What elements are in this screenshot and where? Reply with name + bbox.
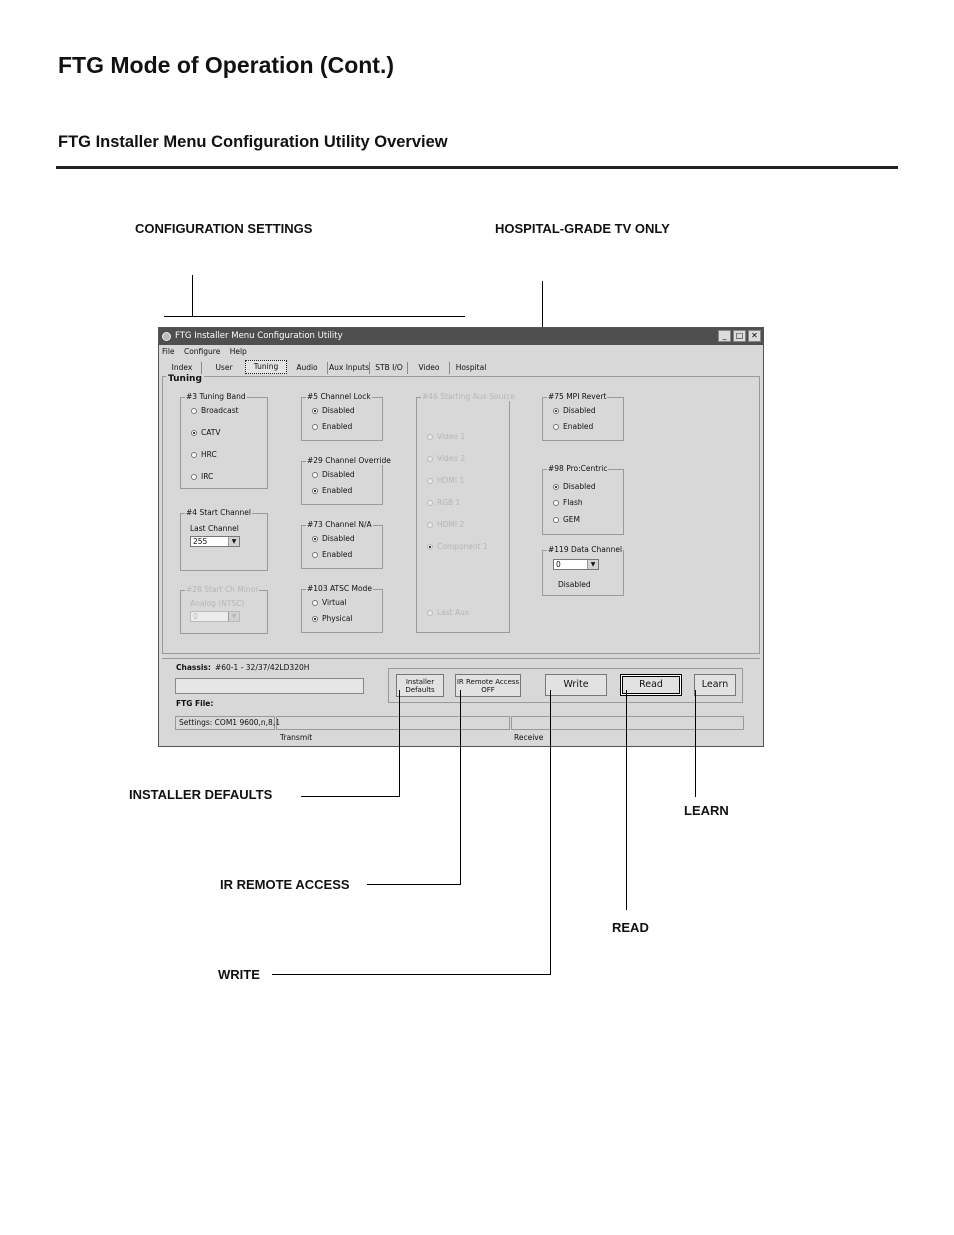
leader-line bbox=[272, 974, 551, 975]
radio-channel-na-enabled[interactable]: Enabled bbox=[312, 550, 352, 559]
radio-icon bbox=[191, 452, 197, 458]
radio-icon bbox=[553, 500, 559, 506]
learn-button[interactable]: Learn bbox=[694, 674, 736, 696]
radio-icon bbox=[553, 424, 559, 430]
data-channel-select[interactable]: 0 ▼ bbox=[553, 559, 599, 570]
radio-channel-na-disabled[interactable]: Disabled bbox=[312, 534, 355, 543]
chevron-down-icon: ▼ bbox=[587, 560, 598, 569]
menu-help[interactable]: Help bbox=[229, 347, 247, 356]
group-title: #119 Data Channel bbox=[548, 545, 623, 554]
tab-video[interactable]: Video bbox=[409, 362, 450, 374]
title-bar[interactable] bbox=[159, 328, 763, 345]
group-start-channel bbox=[180, 508, 268, 571]
data-channel-status: Disabled bbox=[558, 580, 591, 589]
read-button[interactable]: Read bbox=[620, 674, 682, 696]
tab-hospital[interactable]: Hospital bbox=[455, 363, 487, 372]
callout-ir-remote-access: IR REMOTE ACCESS bbox=[220, 877, 350, 892]
group-start-ch-minor bbox=[180, 585, 268, 634]
radio-aux-last-aux[interactable]: Last Aux bbox=[427, 608, 469, 617]
radio-atsc-physical[interactable]: Physical bbox=[312, 614, 353, 623]
leader-line bbox=[164, 316, 465, 317]
group-data-channel bbox=[542, 545, 624, 596]
group-title: #73 Channel N/A bbox=[307, 520, 372, 529]
group-channel-override bbox=[301, 456, 391, 505]
leader-line bbox=[626, 690, 627, 910]
radio-channel-lock-disabled[interactable]: Disabled bbox=[312, 406, 355, 415]
leader-line bbox=[301, 796, 400, 797]
radio-pro-centric-disabled[interactable]: Disabled bbox=[553, 482, 596, 491]
radio-irc[interactable]: IRC bbox=[191, 472, 213, 481]
radio-icon bbox=[427, 500, 433, 506]
tab-audio[interactable]: Audio bbox=[287, 362, 328, 374]
radio-icon bbox=[427, 456, 433, 462]
analog-ntsc-select[interactable]: 0 ▼ bbox=[190, 611, 240, 622]
tab-tuning[interactable]: Tuning bbox=[245, 360, 287, 374]
group-title: #46 Starting Aux Source bbox=[422, 392, 515, 401]
write-button[interactable]: Write bbox=[545, 674, 607, 696]
group-title: #3 Tuning Band bbox=[186, 392, 246, 401]
radio-icon bbox=[312, 488, 318, 494]
receive-label: Receive bbox=[514, 733, 544, 742]
radio-icon bbox=[553, 484, 559, 490]
radio-override-enabled[interactable]: Enabled bbox=[312, 486, 352, 495]
leader-line bbox=[460, 690, 461, 884]
status-settings: Settings: COM1 9600,n,8,1 bbox=[175, 716, 275, 730]
group-title: #5 Channel Lock bbox=[307, 392, 371, 401]
group-pro-centric bbox=[542, 464, 624, 535]
radio-channel-lock-enabled[interactable]: Enabled bbox=[312, 422, 352, 431]
section-rule bbox=[56, 166, 898, 169]
radio-aux-hdmi1[interactable]: HDMI 1 bbox=[427, 476, 464, 485]
radio-aux-video2[interactable]: Video 2 bbox=[427, 454, 465, 463]
radio-icon bbox=[312, 536, 318, 542]
group-mpi-revert bbox=[542, 392, 624, 441]
leader-line bbox=[695, 690, 696, 797]
menu-configure[interactable]: Configure bbox=[183, 347, 221, 356]
status-receive-field bbox=[511, 716, 744, 730]
group-starting-aux-source bbox=[416, 392, 515, 633]
radio-pro-centric-flash[interactable]: Flash bbox=[553, 498, 583, 507]
radio-aux-component1[interactable]: Component 1 bbox=[427, 542, 488, 551]
radio-icon bbox=[312, 616, 318, 622]
callout-learn: LEARN bbox=[684, 803, 729, 818]
group-channel-na bbox=[301, 520, 383, 569]
group-title: #4 Start Channel bbox=[186, 508, 251, 517]
radio-icon bbox=[427, 610, 433, 616]
tab-aux-inputs[interactable]: Aux Inputs bbox=[329, 363, 370, 372]
callout-read: READ bbox=[612, 920, 649, 935]
radio-broadcast[interactable]: Broadcast bbox=[191, 406, 239, 415]
radio-icon bbox=[427, 544, 433, 550]
callout-configuration-settings: CONFIGURATION SETTINGS bbox=[135, 221, 313, 236]
radio-icon bbox=[553, 517, 559, 523]
radio-icon bbox=[191, 408, 197, 414]
radio-aux-video1[interactable]: Video 1 bbox=[427, 432, 465, 441]
leader-line bbox=[550, 690, 551, 975]
radio-icon bbox=[312, 408, 318, 414]
group-tuning-band bbox=[180, 392, 268, 489]
page-title: FTG Mode of Operation (Cont.) bbox=[58, 52, 395, 78]
analog-ntsc-label: Analog (NTSC) bbox=[190, 599, 245, 608]
last-channel-label: Last Channel bbox=[190, 524, 239, 533]
tab-index[interactable]: Index bbox=[163, 362, 202, 374]
radio-icon bbox=[553, 408, 559, 414]
leader-line bbox=[192, 275, 193, 316]
group-title: #75 MPI Revert bbox=[548, 392, 607, 401]
panel-title: Tuning bbox=[168, 374, 202, 384]
status-transmit-field bbox=[276, 716, 510, 730]
section-title: FTG Installer Menu Configuration Utility Overview bbox=[58, 133, 448, 151]
group-title: #98 Pro:Centric bbox=[548, 464, 608, 473]
radio-hrc[interactable]: HRC bbox=[191, 450, 217, 459]
group-channel-lock bbox=[301, 392, 383, 441]
utility-window bbox=[158, 327, 764, 747]
radio-catv[interactable]: CATV bbox=[191, 428, 221, 437]
maximize-icon[interactable]: □ bbox=[733, 330, 746, 342]
group-atsc-mode bbox=[301, 584, 383, 633]
radio-aux-rgb1[interactable]: RGB 1 bbox=[427, 498, 460, 507]
divider bbox=[162, 658, 760, 659]
chassis-field[interactable] bbox=[175, 678, 364, 694]
window-title: FTG Installer Menu Configuration Utility bbox=[175, 331, 343, 341]
leader-line bbox=[367, 884, 461, 885]
callout-write: WRITE bbox=[218, 967, 260, 982]
group-title: #28 Start Ch Minor bbox=[186, 585, 259, 594]
tab-stb-io[interactable]: STB I/O bbox=[371, 362, 408, 374]
tab-user[interactable]: User bbox=[203, 362, 246, 374]
radio-atsc-virtual[interactable]: Virtual bbox=[312, 598, 347, 607]
radio-pro-centric-gem[interactable]: GEM bbox=[553, 515, 580, 524]
radio-icon bbox=[312, 600, 318, 606]
callout-installer-defaults: INSTALLER DEFAULTS bbox=[129, 787, 273, 802]
leader-line bbox=[399, 690, 400, 796]
menu-bar bbox=[162, 347, 254, 358]
close-icon[interactable]: ✕ bbox=[748, 330, 761, 342]
menu-file[interactable]: File bbox=[162, 347, 175, 356]
radio-override-disabled[interactable]: Disabled bbox=[312, 470, 355, 479]
app-icon bbox=[162, 332, 171, 341]
minimize-icon[interactable]: _ bbox=[718, 330, 731, 342]
group-title: #103 ATSC Mode bbox=[307, 584, 372, 593]
radio-mpi-enabled[interactable]: Enabled bbox=[553, 422, 593, 431]
radio-icon bbox=[427, 478, 433, 484]
chevron-down-icon: ▼ bbox=[228, 537, 239, 546]
radio-icon bbox=[191, 430, 197, 436]
radio-icon bbox=[312, 472, 318, 478]
group-title: #29 Channel Override bbox=[307, 456, 391, 465]
callout-hospital-grade: HOSPITAL-GRADE TV ONLY bbox=[495, 221, 670, 236]
radio-mpi-disabled[interactable]: Disabled bbox=[553, 406, 596, 415]
chevron-down-icon: ▼ bbox=[228, 612, 239, 621]
chassis-label: Chassis: bbox=[176, 663, 211, 672]
radio-icon bbox=[312, 424, 318, 430]
transmit-label: Transmit bbox=[280, 733, 313, 742]
radio-icon bbox=[427, 522, 433, 528]
radio-icon bbox=[312, 552, 318, 558]
ftg-file-label: FTG File: bbox=[176, 699, 214, 708]
last-channel-select[interactable]: 255 ▼ bbox=[190, 536, 240, 547]
ir-remote-access-button[interactable]: IR Remote Access OFF bbox=[455, 674, 521, 697]
installer-defaults-button[interactable]: Installer Defaults bbox=[396, 674, 444, 697]
radio-icon bbox=[427, 434, 433, 440]
chassis-value: #60-1 - 32/37/42LD320H bbox=[215, 663, 310, 672]
radio-icon bbox=[191, 474, 197, 480]
radio-aux-hdmi2[interactable]: HDMI 2 bbox=[427, 520, 464, 529]
